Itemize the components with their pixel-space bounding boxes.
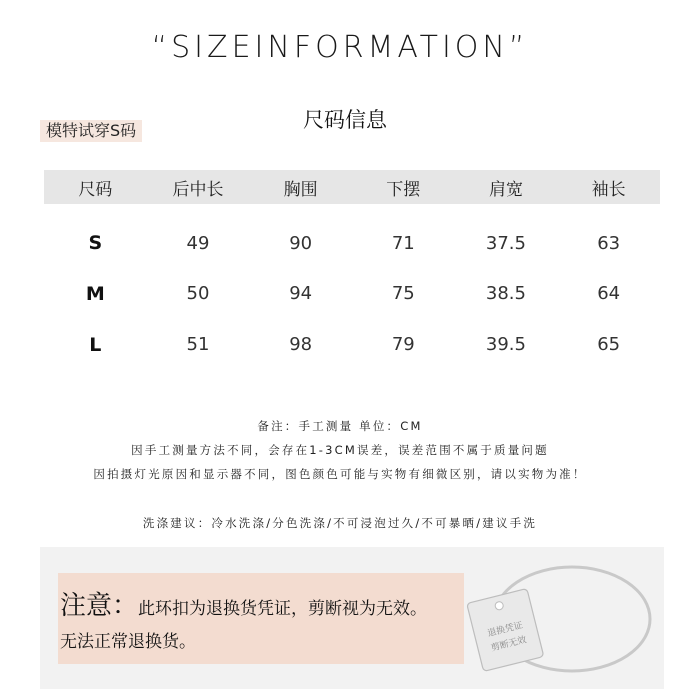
hang-tag-icon: [460, 557, 660, 682]
shoulder-value: 39.5: [485, 334, 526, 355]
table-row: [44, 268, 660, 319]
header-back-length: 后中长: [147, 170, 250, 204]
page-title: “SIZEINFORMATION”: [151, 30, 529, 65]
tag-text-1: 退换凭证: [486, 620, 524, 640]
wash-note: 洗涤建议：冷水洗涤/分色洗涤/不可浸泡过久/不可暴晒/建议手洗: [142, 516, 538, 530]
notice-text-2: 无法正常退换货。: [60, 632, 196, 652]
back-length-value: 50: [186, 283, 210, 304]
error-note: 因手工测量方法不同，会存在1-3CM误差，误差范围不属于质量问题: [131, 443, 549, 457]
table-header-row: [44, 170, 660, 204]
model-size-note: 模特试穿S码: [40, 120, 142, 142]
unit-note: 备注：手工测量 单位：CM: [257, 419, 423, 433]
header-sleeve: 袖长: [557, 170, 660, 204]
chest-value: 94: [289, 283, 313, 304]
back-length-value: 51: [186, 334, 210, 355]
shoulder-value: 37.5: [485, 232, 526, 254]
notice-panel: [40, 547, 664, 689]
sleeve-value: 64: [597, 283, 621, 304]
notice-box: [58, 573, 464, 664]
tag-card-icon: [467, 589, 544, 672]
header-shoulder: 肩宽: [455, 170, 558, 204]
sleeve-value: 63: [597, 232, 621, 254]
table-row: [44, 204, 660, 268]
header-hem: 下摆: [352, 170, 455, 204]
tag-text-2: 剪断无效: [490, 635, 528, 654]
table-row: [44, 319, 660, 370]
size-label: L: [89, 333, 102, 356]
hem-value: 79: [391, 334, 415, 355]
shoulder-value: 38.5: [485, 283, 526, 304]
notice-line-1: [60, 585, 427, 622]
size-table: [44, 170, 660, 370]
sleeve-value: 65: [597, 334, 621, 355]
header-chest: 胸围: [249, 170, 352, 204]
hem-value: 75: [391, 283, 415, 304]
size-label: M: [85, 282, 105, 305]
back-length-value: 49: [186, 232, 210, 254]
size-label: S: [88, 232, 103, 254]
chest-value: 98: [289, 334, 313, 355]
notice-text-1: 此环扣为退换货凭证，剪断视为无效。: [138, 599, 428, 619]
notice-heading: 注意：: [60, 591, 139, 621]
chest-value: 90: [289, 232, 313, 254]
page-subtitle: 尺码信息: [303, 108, 387, 132]
header-size: 尺码: [44, 170, 147, 204]
hem-value: 71: [391, 232, 415, 254]
color-note: 因拍摄灯光原因和显示器不同，图色颜色可能与实物有细微区别，请以实物为准！: [93, 467, 587, 481]
